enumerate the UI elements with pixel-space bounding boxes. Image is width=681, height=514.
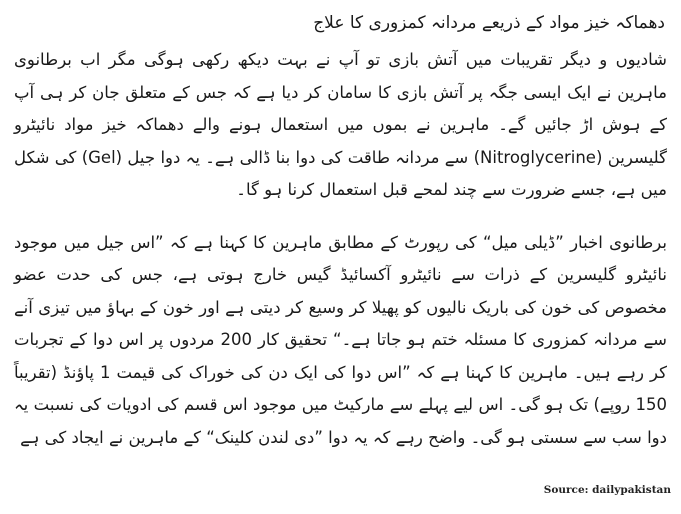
article-paragraph-2: برطانوی اخبار ”ڈیلی میل“ کی رپورٹ کے مطابق ماہرین کا کہنا ہے کہ ”اس جیل میں موجود نائیٹرو گلیسرین کے ذرات سے نائیٹرو آکسائیڈ گیس خارج ہوتی ہے، جس کی حدت عضو مخصوص کی خون کی باریک نالیوں کو پھیلا کر وسیع کر دیتی ہے اور خون کے بہاؤ میں تیزی آنے سے مردانہ کمزوری کا مسئلہ ختم ہو جاتا ہے۔“ تحقیق کار 200 مردوں پر اس دوا کے تجربات کر رہے ہیں۔ ماہرین کا کہنا ہے کہ ”اس دوا کی ایک دن کی خوراک کی قیمت 1 پاؤنڈ (تقریباً 150 روپے) تک ہو گی۔ اس لیے پہلے سے مارکیٹ میں موجود اس قسم کی ادویات کی نسبت یہ دوا سب سے سستی ہو گی۔ واضح رہے کہ یہ دوا ”دی لندن کلینک“ کے ماہرین نے ایجاد کی ہے <box>14 232 667 447</box>
article <box>14 10 667 454</box>
article-title: دھماکہ خیز مواد کے ذریعے مردانہ کمزوری کا علاج <box>313 13 665 33</box>
source-credit: Source: dailypakistan <box>543 484 671 496</box>
article-paragraph-1: شادیوں و دیگر تقریبات میں آتش بازی تو آپ نے بہت دیکھ رکھی ہوگی مگر اب برطانوی ماہرین نے ایک ایسی جگہ پر آتش بازی کا سامان کر دیا ہے کہ جس کے متعلق جان کر ہی آپ کے ہوش اڑ جائیں گے۔ ماہرین نے بموں میں استعمال ہونے والے دھماکہ خیز مواد نائیٹرو گلیسرین (Nitroglycerine) سے مردانہ طاقت کی دوا بنا ڈالی ہے۔ یہ دوا جیل (Gel) کی شکل میں ہے، جسے ضرورت سے چند لمحے قبل استعمال کرنا ہو گا۔ <box>14 50 667 199</box>
